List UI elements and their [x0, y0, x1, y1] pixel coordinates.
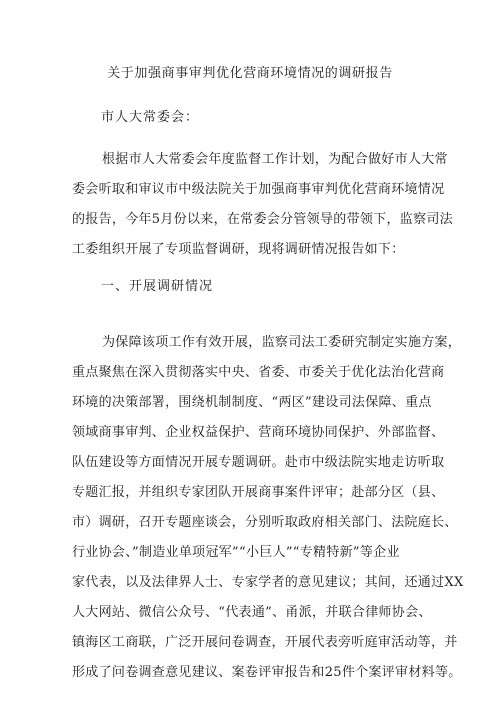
- paragraph-line: 环境的决策部署，围绕机制制度、“两区”建设司法保障、重点: [72, 395, 432, 410]
- paragraph-line: 工委组织开展了专项监督调研，现将调研情况报告如下：: [72, 242, 405, 257]
- paragraph-line: 人大网站、微信公众号、“代表通”、甬派，并联合律师协会、: [72, 605, 432, 620]
- paragraph-line: 市）调研，召开专题座谈会，分别听取政府相关部门、法院庭长、: [72, 515, 458, 530]
- paragraph-line: 行业协会、”制造业单项冠军”“小巨人”“专精特新”等企业: [72, 545, 400, 560]
- section-paragraph: [72, 328, 464, 688]
- paragraph-line: 家代表，以及法律界人士、专家学者的意见建议；其间，还通过XX: [72, 575, 464, 590]
- intro-paragraph: [72, 145, 453, 265]
- paragraph-line: 专题汇报，并组织专家团队开展商事案件评审；赴部分区（县、: [72, 485, 445, 500]
- document-title: 关于加强商事审判优化营商环境情况的调研报告: [107, 66, 393, 81]
- paragraph-line: 为保障该项工作有效开展，监察司法工委研究制定实施方案，: [102, 335, 462, 350]
- paragraph-line: 领域商事审判、企业权益保护、营商环境协同保护、外部监督、: [72, 425, 445, 440]
- paragraph-line: 镇海区工商联，广泛开展问卷调查，开展代表旁听庭审活动等，并: [72, 635, 458, 650]
- paragraph-line: 队伍建设等方面情况开展专题调研。赴市中级法院实地走访听取: [72, 455, 445, 470]
- paragraph-line: 根据市人大常委会年度监督工作计划，为配合做好市人大常: [102, 152, 448, 167]
- paragraph-line: 重点聚焦在深入贯彻落实中央、省委、市委关于优化法治化营商: [72, 365, 445, 380]
- section-heading: 一、开展调研情况: [101, 279, 214, 294]
- paragraph-line: 形成了问卷调查意见建议、案卷评审报告和25件个案评审材料等。: [72, 665, 462, 680]
- salutation: 市人大常委会：: [101, 110, 200, 125]
- paragraph-line: 的报告，今年5月份以来，在常委会分管领导的带领下，监察司法: [72, 212, 453, 227]
- paragraph-line: 委会听取和审议市中级法院关于加强商事审判优化营商环境情况: [72, 182, 445, 197]
